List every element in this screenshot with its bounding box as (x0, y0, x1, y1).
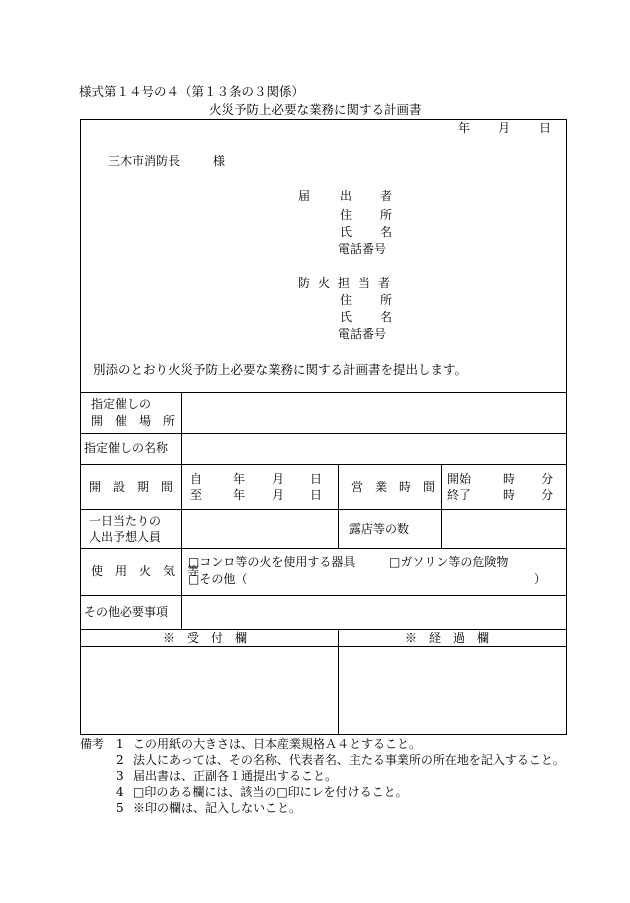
stalls-field[interactable] (443, 511, 564, 546)
document-title: 火災予防上必要な業務に関する計画書 (209, 102, 422, 117)
reception-header: ※ 受 付 欄 (163, 631, 248, 645)
other-items-label: その他必要事項 (84, 605, 169, 619)
reception-box (82, 648, 336, 733)
addressee-honorific: 様 (213, 154, 226, 168)
period-label: 開 設 期 間 (89, 480, 174, 494)
visitors-label-line2: 人出予想人員 (89, 530, 162, 544)
period-from-year: 年 (233, 472, 246, 486)
hours-end-minute: 分 (541, 488, 554, 502)
fire-officer-address-2: 所 (380, 293, 393, 307)
note-4-text: □印のある欄には、該当の□印にレを付けること。 (133, 785, 408, 799)
stalls-label: 露店等の数 (349, 522, 410, 536)
event-name-field[interactable] (183, 435, 564, 462)
hours-end-hour: 時 (503, 488, 516, 502)
event-name-label: 指定催しの名称 (84, 441, 169, 455)
note-3-text: 届出書は、正副各１通提出すること。 (133, 769, 338, 783)
fire-officer-heading-2: 火 (318, 276, 331, 290)
fire-officer-heading-5: 者 (378, 276, 391, 290)
visitors-field[interactable] (183, 511, 336, 546)
venue-field[interactable] (183, 394, 564, 431)
period-to-day: 日 (310, 488, 323, 502)
business-hours-label: 営 業 時 間 (351, 480, 436, 494)
period-from-mark: 自 (190, 472, 203, 486)
date-month: 月 (498, 121, 511, 135)
note-3-number: 3 (116, 769, 124, 783)
period-from-day: 日 (310, 472, 323, 486)
fire-officer-heading-4: 当 (358, 276, 371, 290)
notes-label: 備考 (80, 737, 105, 751)
notifier-heading-1: 届 (298, 189, 311, 203)
notifier-address-2: 所 (380, 208, 393, 222)
hours-end-label: 終了 (447, 488, 472, 502)
period-to-year: 年 (233, 488, 246, 502)
addressee-name: 三木市消防長 (108, 154, 181, 168)
period-from-month: 月 (272, 472, 285, 486)
fire-officer-name-1: 氏 (340, 310, 353, 324)
hours-start-minute: 分 (541, 472, 554, 486)
fire-officer-heading-1: 防 (298, 276, 311, 290)
notifier-name-1: 氏 (340, 225, 353, 239)
notifier-phone: 電話番号 (338, 242, 387, 256)
fire-use-option-other[interactable]: □その他（ (188, 572, 248, 586)
date-day: 日 (539, 121, 552, 135)
note-5-number: 5 (116, 801, 124, 815)
venue-label-line1: 指定催しの (91, 397, 152, 411)
note-1-text: この用紙の大きさは、日本産業規格Ａ４とすること。 (133, 737, 422, 751)
notifier-name-2: 名 (380, 225, 393, 239)
fire-officer-name-2: 名 (380, 310, 393, 324)
venue-label-line2: 開 催 場 所 (91, 414, 176, 428)
note-2-text: 法人にあっては、その名称、代表者名、主たる事業所の所在地を記入すること。 (133, 753, 565, 767)
note-2-number: 2 (116, 753, 124, 767)
hours-start-label: 開始 (447, 472, 472, 486)
progress-box (340, 648, 564, 733)
notifier-heading-2: 出 (340, 189, 353, 203)
form-number: 様式第１４号の４（第１３条の３関係） (79, 84, 305, 99)
notifier-heading-3: 者 (380, 189, 393, 203)
fire-officer-heading-3: 担 (338, 276, 351, 290)
statement-text: 別添のとおり火災予防上必要な業務に関する計画書を提出します。 (93, 362, 468, 377)
date-year: 年 (458, 121, 471, 135)
period-to-month: 月 (272, 488, 285, 502)
fire-use-option-gasoline[interactable]: □ガソリン等の危険物 (389, 555, 509, 569)
note-5-text: ※印の欄は、記入しないこと。 (133, 801, 302, 815)
fire-use-option-other-close: ） (534, 572, 547, 586)
note-4-number: 4 (116, 785, 124, 799)
notifier-address-1: 住 (340, 208, 353, 222)
fire-use-option-stove[interactable]: □コンロ等の火を使用する器具 (188, 555, 356, 569)
fire-officer-phone: 電話番号 (338, 327, 387, 341)
fire-officer-address-1: 住 (340, 293, 353, 307)
period-to-mark: 至 (190, 488, 203, 502)
hours-start-hour: 時 (503, 472, 516, 486)
visitors-label-line1: 一日当たりの (89, 514, 162, 528)
fire-use-label: 使 用 火 気 等 (91, 564, 200, 578)
note-1-number: 1 (116, 737, 124, 751)
progress-header: ※ 経 過 欄 (405, 631, 490, 645)
other-items-field[interactable] (183, 597, 564, 627)
